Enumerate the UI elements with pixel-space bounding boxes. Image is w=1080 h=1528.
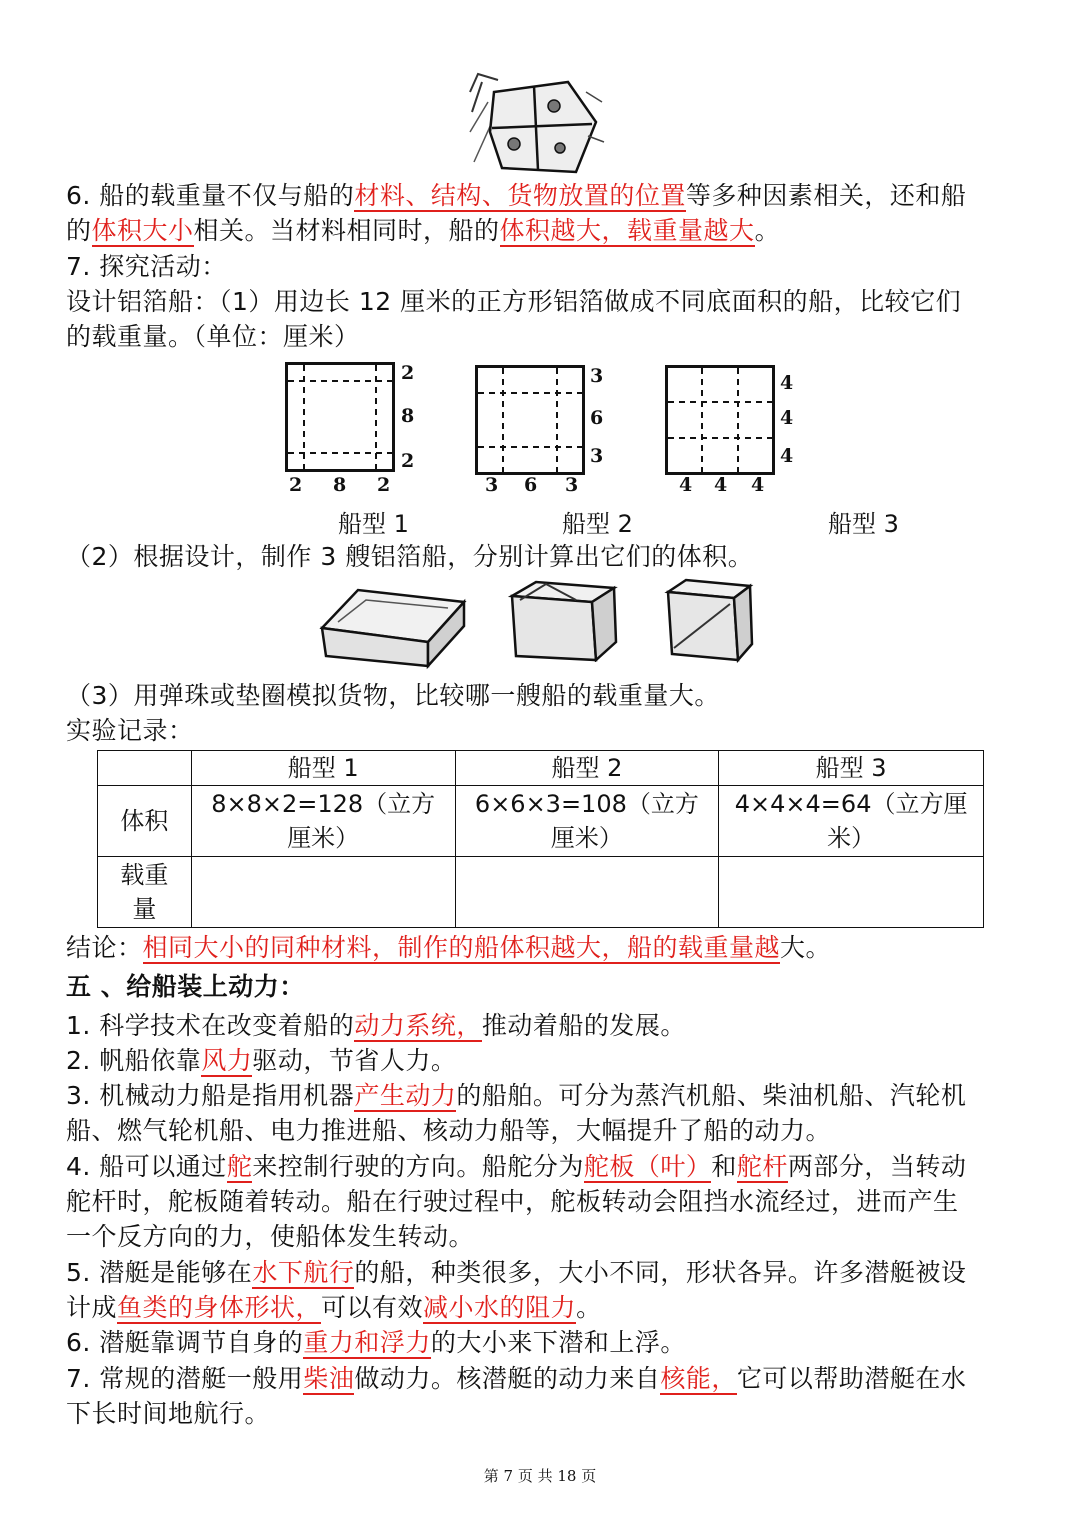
diagram1-side-1: 2 [401,362,415,384]
experiment-record-table [97,750,984,928]
s5-item-7-line2: 下长时间地航行。 [66,1399,271,1428]
diagram2-side-1: 3 [590,365,604,387]
diagram3-bottom-3: 4 [751,474,765,496]
activity-step2: （2）根据设计，制作 3 艘铝箔船，分别计算出它们的体积。 [66,542,754,571]
diagram2-bottom-2: 6 [524,474,538,496]
s5-item-4-line1: 4. 船可以通过舵来控制行驶的方向。船舵分为舵板（叶）和舵杆两部分，当转动 [66,1152,967,1181]
table-cell [455,857,719,928]
table-cell: 6×6×3=108（立方 厘米） [455,786,719,857]
table-header-cell [98,751,192,786]
diagram3-caption: 船型 3 [828,510,899,538]
diagram1-bottom-3: 2 [377,474,391,496]
table-header-cell: 船型 1 [191,751,455,786]
section-5-title: 五 、给船装上动力： [66,972,305,1001]
s5-item-5-line2: 计成鱼类的身体形状，可以有效减小水的阻力。 [66,1293,602,1322]
s5-item-3-line1: 3. 机械动力船是指用机器产生动力的船舶。可分为蒸汽机船、柴油机船、汽轮机 [66,1081,967,1110]
paragraph-6-line1: 6. 船的载重量不仅与船的材料、结构、货物放置的位置等多种因素相关，还和船 [66,181,967,210]
diagram1-bottom-1: 2 [289,474,303,496]
row-label-capacity: 载重 量 [98,857,192,928]
s5-item-6: 6. 潜艇靠调节自身的重力和浮力的大小来下潜和上浮。 [66,1328,686,1357]
foil-boat-sketch [468,72,608,176]
activity-step1-line1: 设计铝箔船：（1）用边长 12 厘米的正方形铝箔做成不同底面积的船，比较它们 [66,287,962,316]
diagram2-bottom-3: 3 [565,474,579,496]
diagram2-caption: 船型 2 [562,510,633,538]
activity-step3: （3）用弹珠或垫圈模拟货物，比较哪一艘船的载重量大。 [66,681,720,710]
table-cell: 8×8×2=128（立方 厘米） [191,786,455,857]
s5-item-4-line2: 舵杆时，舵板随着转动。船在行驶过程中，舵板转动会阻挡水流经过，进而产生 [66,1187,959,1216]
diagram3-side-2: 4 [780,407,794,429]
foil-boat-3 [664,578,756,664]
diagram1-side-3: 2 [401,450,415,472]
table-cell [719,857,984,928]
diagram1-caption: 船型 1 [338,510,409,538]
diagram2-side-3: 3 [590,445,604,467]
diagram2-bottom-1: 3 [485,474,499,496]
s5-item-3-line2: 船、燃气轮机船、电力推进船、核动力船等，大幅提升了船的动力。 [66,1116,832,1145]
table-row [98,786,984,857]
diagram3-side-3: 4 [780,445,794,467]
fold-diagram-2 [475,365,585,475]
diagram1-side-2: 8 [401,405,415,427]
s5-item-4-line3: 一个反方向的力，使船体发生转动。 [66,1222,475,1251]
diagram3-bottom-1: 4 [679,474,693,496]
activity-step1-line2: 的载重量。（单位：厘米） [66,322,360,351]
table-header-row [98,751,984,786]
foil-boat-2 [506,578,618,662]
foil-boat-1 [318,580,468,670]
s5-item-1: 1. 科学技术在改变着船的动力系统，推动着船的发展。 [66,1011,686,1040]
diagram3-side-1: 4 [780,372,794,394]
table-header-cell: 船型 2 [455,751,719,786]
table-cell: 4×4×4=64（立方厘 米） [719,786,984,857]
fold-diagram-1 [285,362,395,474]
row-label-volume: 体积 [98,786,192,857]
table-row [98,857,984,928]
diagram2-side-2: 6 [590,407,604,429]
s5-item-2: 2. 帆船依靠风力驱动，节省人力。 [66,1046,457,1075]
diagram3-bottom-2: 4 [714,474,728,496]
fold-diagram-3 [665,365,775,475]
conclusion: 结论：相同大小的同种材料，制作的船体积越大，船的载重量越大。 [66,933,832,962]
page-footer: 第 7 页 共 18 页 [483,1467,597,1485]
table-cell [191,857,455,928]
s5-item-7-line1: 7. 常规的潜艇一般用柴油做动力。核潜艇的动力来自核能，它可以帮助潜艇在水 [66,1364,967,1393]
table-header-cell: 船型 3 [719,751,984,786]
activity-title: 7. 探究活动： [66,252,227,281]
paragraph-6-line2: 的体积大小相关。当材料相同时，船的体积越大，载重量越大。 [66,216,781,245]
diagram1-bottom-2: 8 [333,474,347,496]
record-label: 实验记录： [66,716,194,745]
s5-item-5-line1: 5. 潜艇是能够在水下航行的船，种类很多，大小不同，形状各异。许多潜艇被设 [66,1258,967,1287]
